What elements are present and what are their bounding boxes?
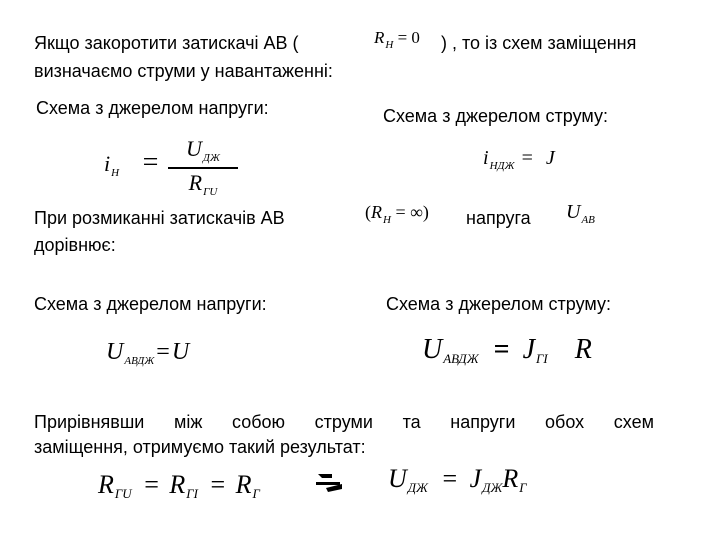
connector-symbol (312, 470, 346, 496)
current-source-heading-2: Схема з джерелом струму: (386, 294, 611, 314)
formula-resistance-equality: RГU = RГІ = RГ (98, 470, 260, 501)
fraction-bar (168, 167, 238, 169)
formula-open-voltage-source: $U_{АВДЖ}=U$ (106, 339, 190, 367)
intro-text-part2: ) , то із схем заміщення (441, 33, 637, 53)
open-circuit-formula-rn-infinity: ($R_Н$ = ∞) (365, 202, 429, 226)
formula-load-current-voltage-source: $i_Н$ = (104, 147, 159, 179)
conclusion-line-2: заміщення, отримуємо такий результат: (34, 437, 366, 457)
formula-fraction: $U_{ДЖ}$ $R_{ГU}$ (168, 138, 238, 198)
open-circuit-text-part2: напруга (466, 208, 531, 228)
formula-source-voltage: UДЖ = JДЖRГ (388, 464, 527, 495)
open-circuit-line-2: дорівнює: (34, 235, 116, 255)
intro-line-2: визначаємо струми у навантаженні: (34, 61, 333, 81)
formula-open-current-source: UАВДЖ = JГІ R (422, 334, 592, 366)
voltage-uab: $U_{АВ}$ (566, 201, 595, 226)
voltage-source-heading-2: Схема з джерелом напруги: (34, 294, 267, 314)
intro-formula-rn-zero: $R_Н = 0$ (374, 28, 420, 51)
conclusion-line-1: Прирівнявши між собою струми та напруги обох схем (34, 412, 654, 432)
open-circuit-text-part1: При розмиканні затискачів АВ (34, 208, 285, 228)
intro-line-1 (34, 32, 299, 54)
current-source-heading-1: Схема з джерелом струму: (383, 106, 608, 126)
voltage-source-heading-1: Схема з джерелом напруги: (36, 98, 269, 118)
intro-text-part1: Якщо закоротити затискачі АВ ( (34, 33, 299, 53)
formula-load-current-current-source: $i_{НДЖ} = J$ (483, 147, 555, 172)
